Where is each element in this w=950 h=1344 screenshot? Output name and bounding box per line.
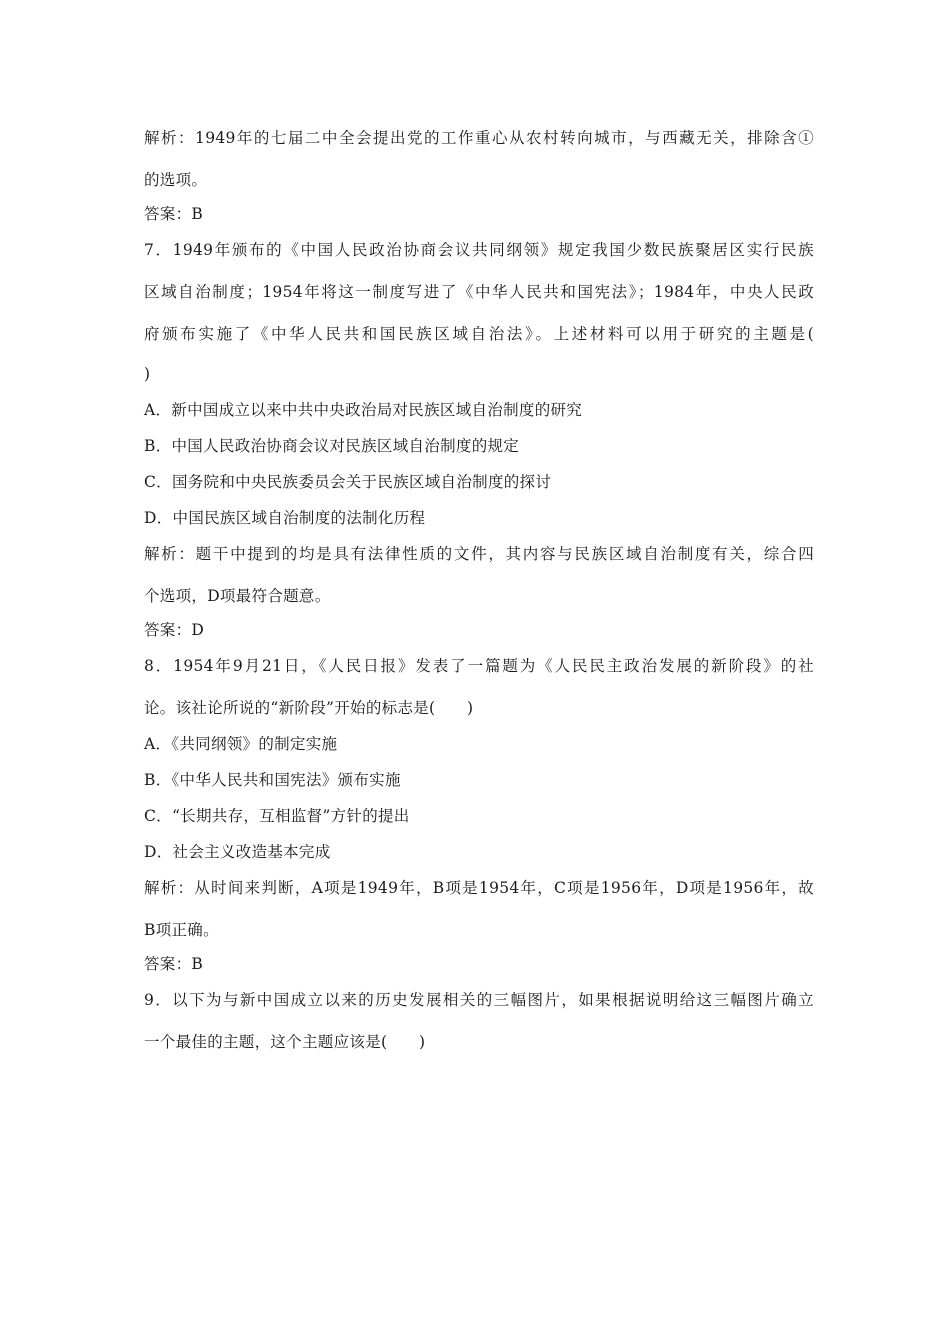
q7-analysis-line-2: 个选项，D项最符合题意。	[144, 587, 331, 605]
q8-stem-line-1: 8．1954年9月21日，《人民日报》发表了一篇题为《人民民主政治发展的新阶段》的社	[144, 657, 814, 675]
q9-stem-line-1: 9．以下为与新中国成立以来的历史发展相关的三幅图片，如果根据说明给这三幅图片确立	[144, 991, 814, 1009]
q7-option-c: C．国务院和中央民族委员会关于民族区域自治制度的探讨	[144, 473, 552, 491]
q8-analysis-line-1: 解析：从时间来判断，A项是1949年，B项是1954年，C项是1956年，D项是1956年，故	[144, 879, 814, 897]
q8-analysis-line-2: B项正确。	[144, 921, 219, 939]
q8-answer: 答案：B	[144, 955, 204, 973]
q9-stem-line-2: 一个最佳的主题，这个主题应该是( )	[144, 1033, 426, 1051]
q7-option-d: D．中国民族区域自治制度的法制化历程	[144, 509, 426, 527]
q7-option-b: B．中国人民政治协商会议对民族区域自治制度的规定	[144, 437, 520, 455]
q8-option-a: A．《共同纲领》的制定实施	[144, 735, 338, 753]
q7-stem-line-2: 区域自治制度；1954年将这一制度写进了《中华人民共和国宪法》；1984年，中央人民政	[144, 283, 814, 301]
q7-option-a: A．新中国成立以来中共中央政治局对民族区域自治制度的研究	[144, 401, 583, 419]
q8-option-c: C．“长期共存，互相监督”方针的提出	[144, 807, 410, 825]
q7-stem-line-3: 府颁布实施了《中华人民共和国民族区域自治法》。上述材料可以用于研究的主题是(	[144, 325, 814, 343]
q8-stem-line-2: 论。该社论所说的“新阶段”开始的标志是( )	[144, 699, 474, 717]
q7-analysis-line-1: 解析：题干中提到的均是具有法律性质的文件，其内容与民族区域自治制度有关，综合四	[144, 545, 814, 563]
q7-answer: 答案：D	[144, 621, 205, 639]
q8-option-b: B．《中华人民共和国宪法》颁布实施	[144, 771, 401, 789]
q6-analysis-line-1: 解析：1949年的七届二中全会提出党的工作重心从农村转向城市，与西藏无关，排除含①	[144, 129, 814, 147]
q7-stem-line-1: 7．1949年颁布的《中国人民政治协商会议共同纲领》规定我国少数民族聚居区实行民族	[144, 241, 814, 259]
q8-option-d: D．社会主义改造基本完成	[144, 843, 331, 861]
q7-stem-line-4: )	[144, 365, 151, 383]
q6-analysis-line-2: 的选项。	[144, 171, 208, 189]
q6-answer: 答案：B	[144, 205, 204, 223]
